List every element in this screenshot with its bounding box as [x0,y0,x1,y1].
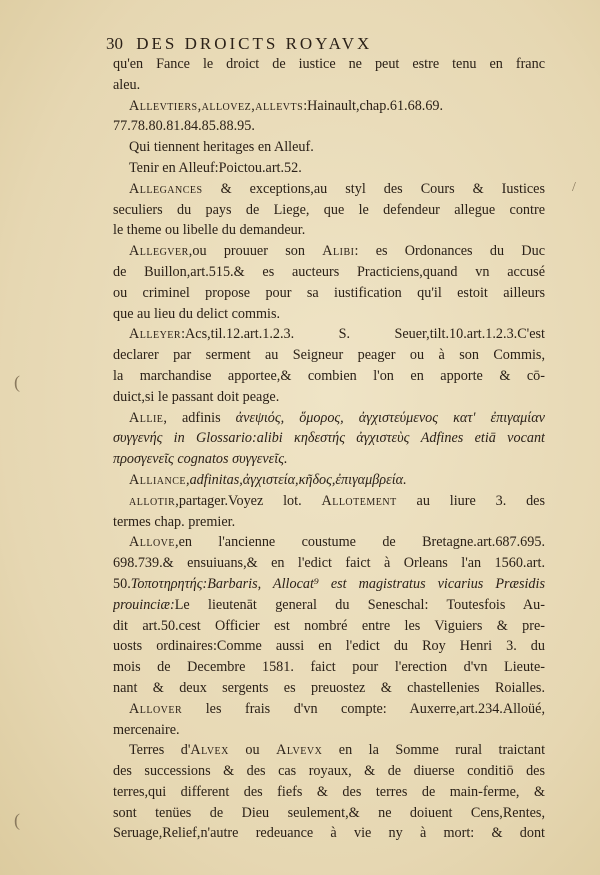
text-run: la marchandise apportee,& combien l'on en apporte & cō- [113,367,545,384]
text-line [113,387,545,408]
text-line [113,532,545,553]
text-run: :Acs,til.12.art.1.2.3. S. Seuer,tilt.10.art.1.2.3.C'est [181,326,545,343]
text-line [113,345,545,366]
text-run: uosts ordinaires:Comme aussi en l'edict du Roy Henri 3. du [113,638,545,655]
entry-headword: Allover [129,700,183,717]
text-run: en la Somme rural traictant [322,742,545,759]
text-line [113,283,545,304]
text-run: 77.78.80.81.84.85.88.95. [113,118,255,135]
text-line [113,803,545,824]
text-run: :Hainault,chap.61.68.69. [303,97,444,114]
text-run: au liure 3. des [396,492,545,509]
text-run: le theme ou libelle du demandeur. [113,222,306,239]
text-line [113,408,545,429]
text-run: ou criminel propose pour sa iustification qu'il estoit ailleurs [113,284,545,301]
text-line [113,137,545,158]
text-run: prouinciæ: [113,596,175,613]
text-line [113,553,545,574]
text-line [113,54,545,75]
text-line [113,678,545,699]
text-run: : es Ordonances du Duc [354,243,545,260]
text-line [113,241,545,262]
entry-headword: Alvevx [276,742,323,759]
entry-headword: Allie [129,409,164,426]
text-run: ,ou prouuer son [188,243,323,260]
entry-headword: Allegver [129,243,189,260]
text-line [113,657,545,678]
text-line [113,595,545,616]
text-run: Le lieutenāt general du Seneschal: Toutesfois Au- [174,596,545,613]
text-run: mercenaire. [113,721,180,738]
text-run: & exceptions,au styl des Cours & Iustices [202,180,545,197]
entry-headword: Alleyer [129,326,182,343]
text-run: ἀνεψιός, ὅμορος, ἀγχιστεύμενος κατ' ἐπιγαμίαν [235,409,545,426]
text-run: sont tenües de Dieu seulement,& ne doiuent Cens,Rentes, [113,804,545,821]
text-run: 698.739.& ensuiuans,& en l'edict faict à Orleans l'an 1560.art. [113,555,545,572]
text-line [113,158,545,179]
text-run: de Buillon,art.515.& es aucteurs Practiciens,quand vn accusé [113,263,545,280]
margin-bracket-mark: ( [14,372,20,392]
text-run: Τοποτηρητής:Barbaris, Allocat⁹ est magistratus vicarius Præsidis [130,575,545,592]
text-run: ,partager.Voyez lot. [175,492,322,509]
text-line [113,324,545,345]
text-run: , adfinis [163,409,236,426]
text-run: nant & deux sergents es preuostez & chastellenies Roialles. [113,679,545,696]
text-line [113,116,545,137]
entry-headword: Alliance [129,471,187,488]
text-line [113,636,545,657]
text-line [113,740,545,761]
page-header [106,34,546,54]
text-run: terres,qui different des fiefs & des terres de main-ferme, & [113,783,545,800]
margin-tick-mark: / [572,180,576,195]
text-run: Qui tiennent heritages en Alleuf. [129,139,314,156]
text-run: συγγενής in Glossario:alibi κηδεστής ἀγχιστεὺς Adfines etiā vocant [113,430,545,447]
text-run: Terres d' [129,742,191,759]
text-line [113,220,545,241]
text-line [113,428,545,449]
entry-headword: Allove [129,534,176,551]
text-run: qu'en Fance le droict de iustice ne peut estre tenu en franc [113,56,545,72]
text-run: 50. [113,575,131,592]
text-line [113,574,545,595]
text-run: termes chap. premier. [113,513,236,530]
text-line [113,262,545,283]
text-line [113,782,545,803]
text-run: duict,si le passant doit peage. [113,388,280,405]
text-run: seculiers du pays de Liege, que le defendeur allegue contre [113,201,545,218]
text-run: mois de Decembre 1581. faict pour l'erection d'vn Lieute- [113,659,545,676]
text-line [113,179,545,200]
entry-headword: Allevtiers,allovez,allevts [129,97,304,114]
text-body [113,54,545,844]
entry-headword: Alibi [322,243,355,260]
text-line [113,720,545,741]
text-line [113,761,545,782]
text-run: Seruage,Relief,n'autre redeuance à vie ny à mort: & dont [113,825,545,842]
text-run: dit art.50.cest Officier est nombré entre les Viguiers & pre- [113,617,545,634]
entry-headword: Allegances [129,180,203,197]
entry-headword: Allotement [321,492,397,509]
running-title: DES DROICTS ROYAVX [136,34,373,53]
entry-headword: allotir [129,492,176,509]
text-line [113,200,545,221]
text-line [113,304,545,325]
text-line [113,366,545,387]
text-line [113,616,545,637]
text-line [113,96,545,117]
text-run: Tenir en Alleuf:Poictou.art.52. [129,159,302,176]
text-run: προσγενεῖς cognatos συγγενεῖς. [113,451,288,468]
text-run: ,en l'ancienne coustume de Bretagne.art.687.695. [175,534,545,551]
text-run: aleu. [113,76,141,93]
text-line [113,699,545,720]
text-line [113,823,545,844]
entry-headword: Alvex [190,742,229,759]
text-line [113,512,545,533]
text-line [113,449,545,470]
text-run: des successions & des cas royaux, & de diuerse conditiō des [113,763,545,780]
page-number: 30 [106,34,123,53]
text-run: ou [228,742,277,759]
text-run: les frais d'vn compte: Auxerre,art.234.Alloüé, [182,700,545,717]
text-line [113,75,545,96]
text-run: que au lieu du delict commis. [113,305,281,322]
text-line [113,491,545,512]
text-run: declarer par serment au Seigneur peager ou à son Commis, [113,347,545,364]
text-run: ,adfinitas,ἀγχιστεία,κῆδος,ἐπιγαμβρεία. [186,471,407,488]
margin-bracket-mark-lower: ( [14,810,20,830]
text-line [113,470,545,491]
